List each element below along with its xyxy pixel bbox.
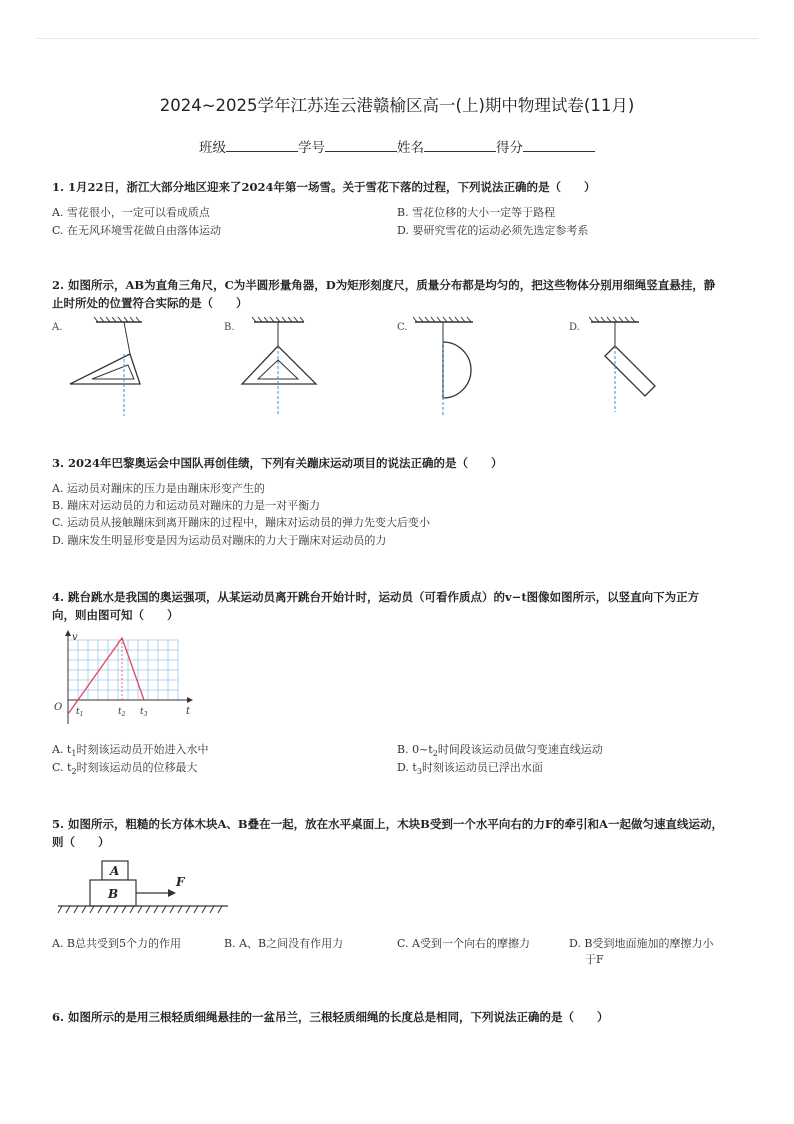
q4-option-d[interactable]: [397, 760, 543, 780]
q2-option-a-label[interactable]: A.: [52, 322, 63, 333]
q1-option-c[interactable]: C. 在无风环境雪花做自由落体运动: [52, 224, 222, 237]
q2-option-c-label[interactable]: C.: [397, 322, 408, 333]
class-label: 班级: [199, 140, 226, 156]
q4-option-a-text: 时刻该运动员开始进入水中: [76, 743, 209, 756]
q2-figure-d-ruler: [577, 316, 687, 420]
svg-text:t1: [76, 707, 83, 718]
q5-option-c[interactable]: C. A受到一个向右的摩擦力: [397, 937, 530, 950]
q2-stem-line1: 2. 如图所示，AB为直角三角尺，C为半圆形量角器，D为矩形刻度尺，质量分布都是均匀的，把这些物体分别用细绳竖直悬挂，静: [52, 278, 716, 292]
q5-option-b[interactable]: B. A、B之间没有作用力: [224, 937, 344, 950]
q5-option-d-line2: 于F: [585, 953, 604, 966]
q4-vt-graph: [52, 628, 200, 728]
q2-figure-b-triangle: [232, 316, 342, 420]
id-blank[interactable]: [325, 137, 397, 152]
q4-tick-t1: t: [76, 707, 80, 717]
q1-stem: 1. 1月22日，浙江大部分地区迎来了2024年第一场雪。关于雪花下落的过程，下列说法正确的是（ ）: [52, 180, 596, 194]
q5-block-b-label: B: [108, 887, 119, 901]
q3-option-c[interactable]: C. 运动员从接触蹦床到离开蹦床的过程中，蹦床对运动员的弹力先变大后变小: [52, 516, 431, 529]
header-rule: [36, 38, 758, 39]
student-info-line: [0, 136, 794, 156]
exam-title: 2024~2025学年江苏连云港赣榆区高一(上)期中物理试卷(11月): [159, 96, 635, 115]
class-blank[interactable]: [226, 137, 298, 152]
q4-option-b-subscript: 2: [432, 749, 438, 759]
q1-option-a[interactable]: A. 雪花很小，一定可以看成质点: [52, 206, 210, 219]
q4-tick-t2-sub: 2: [121, 711, 126, 718]
q4-tick-t1-sub: 1: [79, 711, 84, 718]
q4-option-c-text: 时刻该运动员的位移最大: [76, 761, 198, 774]
q4-option-c-prefix: C. t: [52, 761, 72, 774]
q2-figure-a-triangle: [60, 316, 170, 420]
q4-option-b-text: 时间段该运动员做匀变速直线运动: [437, 743, 603, 756]
svg-text:t2: [118, 707, 126, 718]
q3-option-d[interactable]: D. 蹦床发生明显形变是因为运动员对蹦床的力大于蹦床对运动员的力: [52, 534, 387, 547]
q4-axis-t-label: t: [186, 706, 191, 717]
q4-option-d-prefix: D. t: [397, 761, 417, 774]
q4-axis-v-label: v: [72, 632, 78, 643]
score-label: 得分: [496, 140, 523, 156]
q5-option-d[interactable]: [569, 936, 714, 968]
q6-stem: 6. 如图所示的是用三根轻质细绳悬挂的一盆吊兰，三根轻质细绳的长度总是相同，下列说法正确的是（ ）: [52, 1010, 609, 1024]
q4-stem-line1: 4. 跳台跳水是我国的奥运强项，从某运动员离开跳台开始计时，运动员（可看作质点）的v−t图像如图所示，以竖直向下为正方: [52, 590, 700, 604]
q4-option-d-text: 时刻该运动员已浮出水面: [421, 761, 543, 774]
q5-blocks-figure: [54, 856, 234, 920]
svg-text:t3: [140, 707, 148, 718]
q4-tick-t3: t: [140, 707, 144, 717]
q4-option-a-prefix: A. t: [52, 743, 72, 756]
q3-option-a[interactable]: A. 运动员对蹦床的压力是由蹦床形变产生的: [52, 482, 265, 495]
name-label: 姓名: [397, 140, 424, 156]
q5-option-a[interactable]: A. B总共受到5个力的作用: [52, 937, 182, 950]
q5-force-label: F: [176, 875, 185, 889]
q2-figure-c-protractor: [405, 316, 515, 420]
q4-tick-t3-sub: 3: [143, 711, 148, 718]
id-label: 学号: [298, 140, 325, 156]
q2-option-d-label[interactable]: D.: [569, 322, 580, 333]
q4-option-c[interactable]: [52, 760, 198, 780]
q4-option-b-prefix: B. 0~t: [397, 743, 433, 756]
q5-block-a-label: A: [110, 864, 120, 878]
q2-option-b-label[interactable]: B.: [224, 322, 235, 333]
q4-option-a-subscript: 1: [71, 749, 77, 759]
q5-option-d-line1: D. B受到地面施加的摩擦力小: [569, 937, 714, 950]
q4-tick-t2: t: [118, 707, 122, 717]
q4-option-c-subscript: 2: [71, 767, 77, 777]
q4-origin-label: O: [54, 702, 63, 713]
q4-option-d-subscript: 3: [416, 767, 422, 777]
q5-stem-line2: 则（ ）: [52, 835, 110, 849]
q5-stem-line1: 5. 如图所示，粗糙的长方体木块A、B叠在一起，放在水平桌面上，木块B受到一个水平向右的力F的牵引和A一起做匀速直线运动，: [52, 817, 723, 831]
q2-stem-line2: 止时所处的位置符合实际的是（ ）: [52, 296, 248, 310]
q1-option-b[interactable]: B. 雪花位移的大小一定等于路程: [397, 206, 556, 219]
q4-stem-line2: 向，则由图可知（ ）: [52, 608, 179, 622]
q3-option-b[interactable]: B. 蹦床对运动员的力和运动员对蹦床的力是一对平衡力: [52, 499, 321, 512]
score-blank[interactable]: [523, 137, 595, 152]
q1-option-d[interactable]: D. 要研究雪花的运动必须先选定参考系: [397, 224, 589, 237]
q3-stem: 3. 2024年巴黎奥运会中国队再创佳绩，下列有关蹦床运动项目的说法正确的是（ ）: [52, 456, 503, 470]
name-blank[interactable]: [424, 137, 496, 152]
